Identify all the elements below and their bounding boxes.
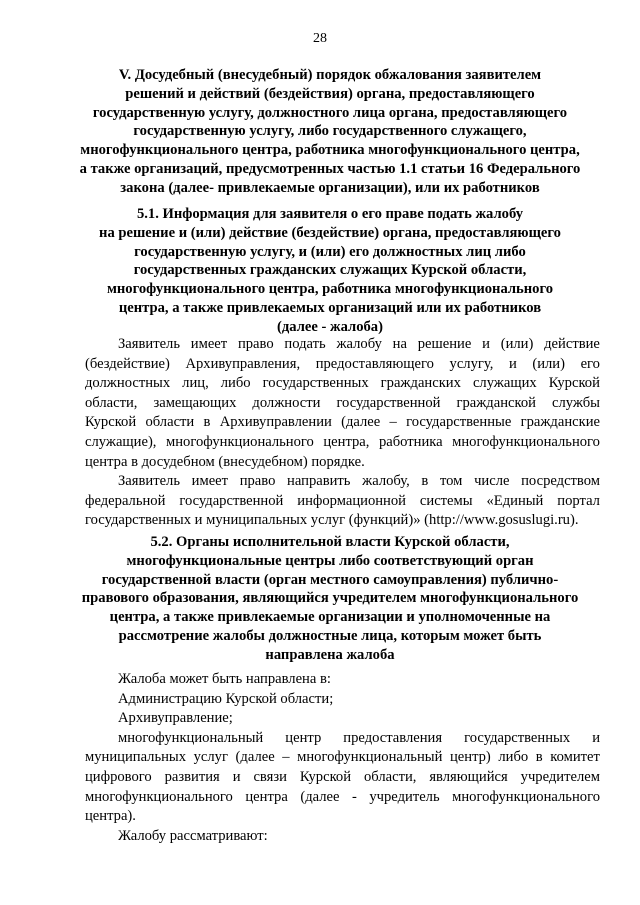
- heading-line: направлена жалоба: [265, 646, 395, 663]
- heading-line: многофункционального центра, работника многофункционального: [106, 281, 554, 298]
- word: должности: [252, 394, 321, 411]
- word: гражданские: [520, 414, 600, 431]
- word: центра: [245, 788, 288, 805]
- heading-line: государственную услугу, должностного лица органа, предоставляющего: [92, 104, 568, 121]
- heading-line: государственную услугу, либо государственного служащего,: [133, 123, 527, 140]
- heading-line: V. Досудебный (внесудебный) порядок обжалования заявителем: [118, 67, 542, 83]
- word: многофункционального: [452, 433, 600, 450]
- word: (далее: [300, 788, 340, 805]
- word: государственной: [179, 492, 284, 509]
- section-5-1-body: [85, 335, 600, 531]
- justified-line: [85, 413, 600, 433]
- heading-line: на решение и (или) действие (бездействие) органа, предоставляющего: [99, 224, 561, 241]
- justified-line: [85, 374, 600, 394]
- word: (бездействие): [85, 355, 170, 372]
- word: и: [592, 729, 600, 746]
- section-5-1-heading: [60, 205, 600, 337]
- word: области,: [85, 394, 138, 411]
- word: системы: [419, 492, 473, 509]
- justified-line: [85, 433, 600, 453]
- word: имеет: [191, 473, 229, 490]
- word: и: [482, 336, 490, 352]
- word: цифрового: [85, 768, 152, 785]
- word: учредитель: [369, 788, 440, 805]
- word: (далее: [235, 749, 275, 766]
- word: замещающих: [153, 394, 237, 411]
- word: –: [389, 414, 397, 431]
- word: служащие),: [85, 433, 157, 450]
- word: являющийся: [429, 768, 508, 785]
- heading-line: решений и действий (бездействия) органа, предоставляющего: [125, 85, 535, 102]
- paragraph: [85, 335, 600, 472]
- word: его: [580, 355, 600, 372]
- word: том: [439, 473, 463, 490]
- word: (далее: [341, 414, 381, 431]
- word: многофункционального: [85, 788, 233, 805]
- word: предоставляющего: [315, 355, 434, 372]
- word: службы: [551, 394, 600, 411]
- justified-line: [85, 492, 600, 512]
- heading-line: закона (далее- привлекаемые организации), или их работников: [120, 179, 540, 196]
- word: гражданских: [380, 375, 461, 392]
- list-item: [85, 729, 600, 827]
- word: многофункциональный: [297, 749, 443, 766]
- justified-line: [85, 335, 600, 355]
- word: многофункциональный: [118, 729, 264, 746]
- word: центра,: [323, 433, 370, 450]
- word: Архивуправлении: [219, 414, 332, 431]
- word: связи: [253, 768, 287, 785]
- word: Архивуправления,: [185, 355, 301, 372]
- heading-line: государственных гражданских служащих Курской области,: [133, 262, 527, 279]
- word: предоставления: [343, 729, 443, 746]
- word: Курской: [85, 414, 137, 431]
- paragraph-last-line: центра).: [85, 808, 136, 825]
- word: решение: [417, 336, 472, 352]
- justified-line: [85, 394, 600, 414]
- heading-line: 5.1. Информация для заявителя о его праве подать жалобу: [136, 206, 524, 222]
- word: «Единый: [486, 492, 544, 509]
- justified-line: [85, 472, 600, 492]
- word: развития: [164, 768, 220, 785]
- section-v-heading: [60, 66, 600, 198]
- word: услугу,: [449, 355, 494, 372]
- word: области: [145, 414, 195, 431]
- heading-line: многофункциональные центры либо соответствующий орган: [126, 552, 534, 569]
- word: посредством: [521, 473, 600, 490]
- word: государственных: [262, 375, 369, 392]
- word: центр): [449, 749, 491, 766]
- word: муниципальных: [85, 749, 187, 766]
- list-item: Архивуправление;: [118, 710, 233, 727]
- word: в: [203, 414, 211, 431]
- word: (или): [500, 336, 534, 352]
- word: работника: [378, 433, 443, 450]
- word: федеральной: [85, 492, 166, 509]
- justified-line: [85, 748, 600, 768]
- page-number: 28: [313, 31, 327, 46]
- heading-line: государственную услугу, и (или) его должностных лиц либо: [134, 243, 526, 260]
- heading-line: центра, а также привлекаемых организаций или их работников: [118, 299, 542, 316]
- heading-line: рассмотрение жалобы должностные лица, которым может быть: [118, 627, 542, 644]
- heading-line: (далее - жалоба): [277, 318, 383, 335]
- word: подать: [284, 336, 326, 352]
- paragraph-last-line: государственных и муниципальных услуг (функций)» (http://www.gosuslugi.ru).: [85, 512, 579, 529]
- word: жалобу,: [362, 473, 410, 490]
- justified-line: [85, 355, 600, 375]
- review-intro: Жалобу рассматривают:: [118, 827, 268, 844]
- word: Заявитель: [118, 336, 180, 352]
- word: на: [392, 336, 407, 352]
- word: учредителем: [520, 768, 600, 785]
- heading-line: государственной власти (орган местного самоуправления) публично-: [101, 571, 559, 588]
- word: Курской: [548, 375, 600, 392]
- word: либо: [498, 749, 529, 766]
- heading-line: многофункционального центра, работника многофункционального центра,: [80, 142, 580, 159]
- list-item: Администрацию Курской области;: [118, 690, 334, 707]
- justified-line: [85, 729, 600, 749]
- word: в: [421, 473, 429, 490]
- word: жалобу: [336, 336, 382, 352]
- word: лиц,: [182, 375, 209, 392]
- word: государственных: [464, 729, 571, 746]
- word: (или): [532, 355, 565, 372]
- word: государственной: [336, 394, 441, 411]
- word: –: [282, 749, 290, 766]
- word: имеет: [190, 336, 228, 352]
- list-intro: Жалоба может быть направлена в:: [118, 671, 331, 687]
- paragraph: [85, 472, 600, 531]
- word: право: [237, 336, 274, 352]
- word: Заявитель: [118, 473, 180, 490]
- word: области,: [363, 768, 417, 785]
- word: комитет: [550, 749, 600, 766]
- word: право: [239, 473, 276, 490]
- section-5-2-heading: [60, 533, 600, 665]
- word: информационной: [297, 492, 406, 509]
- word: многофункционального: [452, 788, 600, 805]
- word: центр: [285, 729, 322, 746]
- word: многофункционального: [165, 433, 314, 450]
- heading-line: 5.2. Органы исполнительной власти Курской области,: [150, 534, 510, 550]
- word: действие: [544, 336, 600, 352]
- heading-line: правового образования, являющийся учредителем многофункционального: [81, 590, 579, 607]
- word: в: [535, 749, 543, 766]
- justified-line: [85, 788, 600, 808]
- paragraph-last-line: центра в досудебном (внесудебном) порядке.: [85, 453, 365, 470]
- word: служащих: [472, 375, 537, 392]
- word: и: [232, 768, 241, 785]
- word: Курской: [299, 768, 352, 785]
- word: -: [351, 788, 357, 805]
- word: государственные: [406, 414, 512, 431]
- word: и: [508, 355, 517, 372]
- word: должностных: [85, 375, 171, 392]
- word: гражданской: [456, 394, 536, 411]
- word: числе: [474, 473, 510, 490]
- word: портал: [557, 492, 600, 509]
- heading-line: центра, а также привлекаемые организации и уполномоченные на: [109, 609, 551, 626]
- heading-line: а также организаций, предусмотренных частью 1.1 статьи 16 Федерального: [79, 160, 581, 177]
- word: услуг: [193, 749, 228, 766]
- section-5-2-body: [85, 670, 600, 846]
- word: направить: [287, 473, 351, 490]
- justified-line: [85, 768, 600, 788]
- word: либо: [220, 375, 251, 392]
